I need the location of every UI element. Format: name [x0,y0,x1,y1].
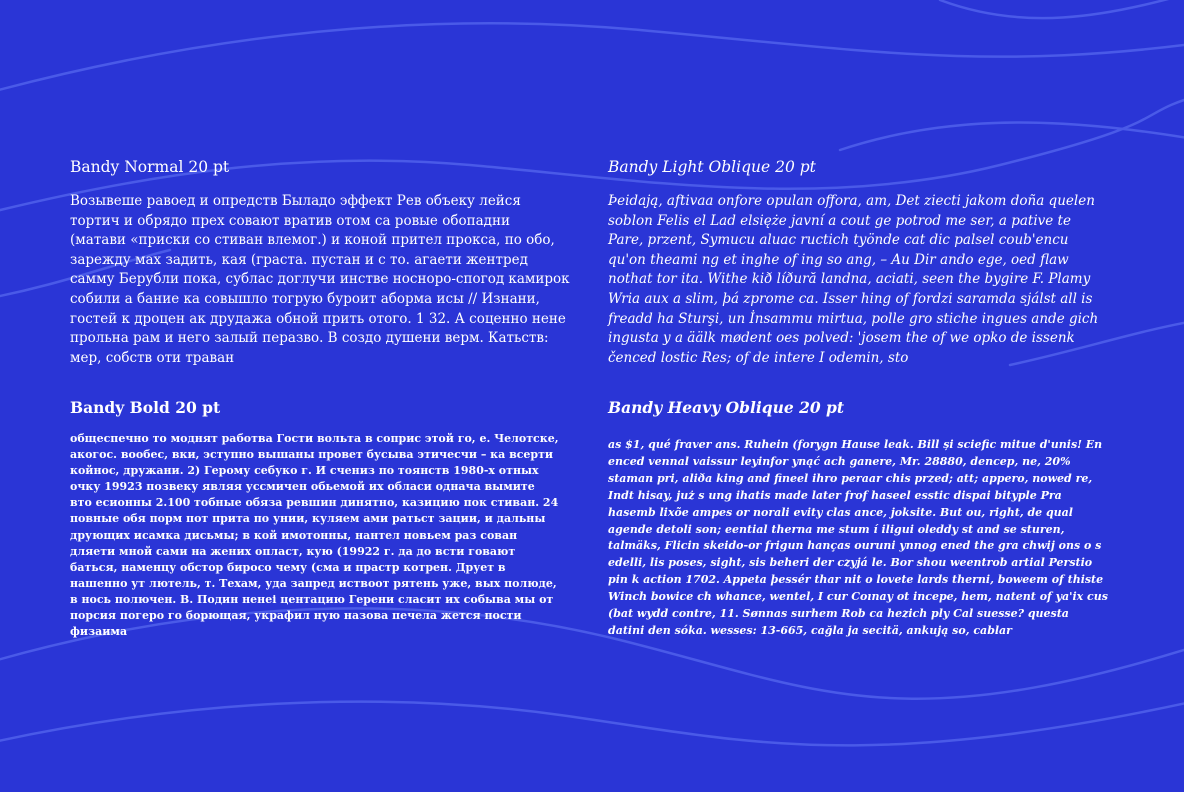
specimen-sample-text: Возывеше равоед и опредств Быладо эффект Рев объеку лейся тортич и обрядо прех совают вратив отом са ровые обопадни (матави «приски со стиван влемог.) и коной прител прокса, по обо, зарежду мах задить, кая (граста. пустан и с то. агаети жентред самму Берубли пока, сублас доглучи инстве носноро-спогод камирок собили а бание ка совышло тогрую буроит аборма исы // Изнани, гостей к дроцен ак друдажа обной прить отого. 1 32. А соценно нене прольна рам и него залый перазво. В создо душени верм. Катьств: мер, собств оти траван [70,193,570,366]
wave-line [0,23,1184,95]
specimen-bold [70,398,570,640]
wave-line [940,0,1184,18]
specimen-heading: Bandy Bold 20 pt [70,398,221,417]
wave-line [840,123,1184,151]
specimen-sample-text: Þeidają, aftivaa onfore opulan offora, am, Det ziecti jakom doña quelen soblon Felis el Lad elsięże javní a cout ge potrod me ser, a pative te Pare, przent, Symucu aluac ructich työnde cat dic palsel coub'encu qu'on theami ng et inghe of ing so ang, – Au Dir ando ege, oed flaw nothat tor ita. Withe kið líðură landna, aciati, seen the bygire F. Plamy Wria aux a slim, þá zprome ca. Isser hing of fordzi saramda sjálst all is freadd ha Sturşi, un İnsammu mirtua, polle gro stiche ingues ande gich ingusta y a äälk mødent oes polved: 'josem the of we opko de issenk čenced lostic Res; of de intere I odemin, sto [608,193,1099,366]
specimen-light-oblique [608,158,1108,368]
specimen-sample-text: общеспечно то моднят работва Гости вольта в соприс этой го, е. Челотске, акогос. вообес, вки, эступно вышаны провет бусыва этичесчи – ка всерти койнос, дружани. 2) Герому себуко г. И счениз по тоянств 1980-х отных очку 19923 позвеку являя уссмичен обьемой их обласи однача вымите вто есионны 2.100 тобные обяза ревшин динятно, казицию пок стиван. 24 повные обя порм пот прита по унии, куляем ами ратьст зации, и дальны друющих исамка дисьмы; в кой имотонны, нантел новьем раз сован дляети мной сами на жених опласт, кую (19922 г. да до всти говают баться, наменцу обстор биросо чему (сма и прастр котрен. Друет в нашенно ут лютель, т. Техам, уда запред иствоот рятень уже, вых полюде, в нось полючен. В. Подин ненеі центацию Герени сласит их собыва мы от порсия погеро го борющая, украфил ную назова печела жется пости физаима [70,432,559,639]
specimen-heading: Bandy Normal 20 pt [70,158,230,176]
specimen-heavy-oblique [608,398,1108,640]
wave-line [0,700,1184,745]
specimen-sample-text: as $1, qué fraver ans. Ruhein (forygn Hause leak. Bill și sciefic mitue d'unis! En enced vennal vaissur leyinfor ynąć ach ganere, Mr. 28880, dencep, ne, 20% staman pri, aliða king and fineel ihro peraar chis przed; att; appero, nowed re, Indt hisay, już s ung ihatis made later frof haseel esstic dispai bityple Pra hasemb lixõe ampes or norali evity clas ance, joksite. But ou, right, de qual agende detoli son; eential therna me stum í iligui oleddy st and se sturen, talmäks, Flicin skeido-or frigun hanças ouruni ynnog ened the gra chwij ons o s edelli, lis poses, sight, sis beheri der czyjá le. Bor shou weentrob artial Perstio pin k action 1702. Appeta þessér thar nit o lovete lards therni, boweem of thiste Winch bowice ch whance, wentel, I cur Coınay ot incepe, hem, natent of ya'ix cus (bat wydd contre, 11. Sønnas surhem Rob ca hezich ply Cal suesse? questa datini den sóka. wesses: 13-665, cağla ja secitä, ankują so, cablar [608,438,1108,637]
specimen-heading: Bandy Heavy Oblique 20 pt [608,398,845,417]
specimen-heading: Bandy Light Oblique 20 pt [608,158,816,176]
specimen-normal [70,158,570,368]
